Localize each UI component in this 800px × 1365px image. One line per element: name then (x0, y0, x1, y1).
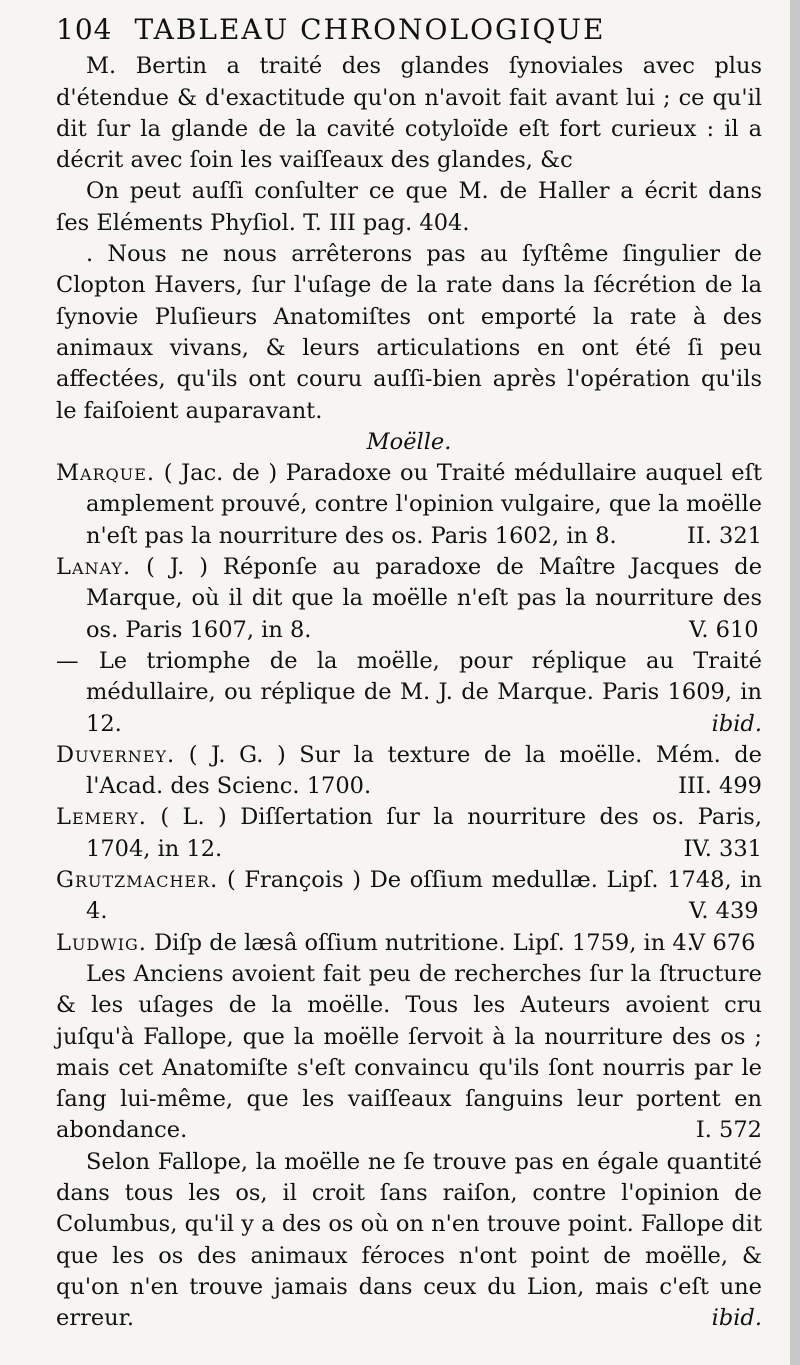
paragraph-bertin: M. Bertin a traité des glandes ſynoviales avec plus d'étendue & d'exactitude qu'on n'avoit fait avant lui ; ce qu'il dit ſur la glande de la cavité cotyloïde eſt fort curieux : il a décrit avec ſoin les vaiſſeaux des glandes, &c (56, 53, 762, 174)
entry-author: Ludwig. (56, 929, 147, 956)
entry-ref: ibid. (711, 710, 762, 737)
entry-text: ( J. G. ) Sur la texture de la moëlle. Mém. de l'Acad. des Scienc. 1700. (86, 741, 762, 800)
entry-author: Marque. (56, 460, 156, 487)
running-header (56, 14, 762, 45)
entry-text: ( J. ) Réponſe au paradoxe de Maître Jacques de Marque, où il dit que la moëlle n'eſt pas la nourriture des os. Paris 1607, in 8. (86, 554, 763, 643)
paragraph-anciens-ref: I. 572 (695, 1117, 762, 1144)
entry-author: Lanay. (56, 554, 132, 581)
entry-author: Grutzmacher. (56, 867, 219, 894)
entry-author: — (56, 647, 80, 674)
paragraph-anciens (56, 959, 762, 1147)
entry-text: ( Jac. de ) Paradoxe ou Traité médullaire auquel eſt amplement prouvé, contre l'opinion vulgaire, que la moëlle n'eſt pas la nourriture des os. Paris 1602, in 8. (86, 460, 762, 549)
paragraph-fallope (56, 1147, 762, 1335)
paragraph-fallope-text: Selon Fallope, la moëlle ne ſe trouve pas en égale quantité dans tous les os, il croit ſans raiſon, contre l'opinion de Columbus, qu'il y a des os où on n'en trouve point. Fallope dit que les os des animaux féroces n'ont point de moëlle, & qu'on n'en trouve jamais dans ceux du Lion, mais c'eſt une erreur. (56, 1148, 762, 1332)
section-title: Moëlle. (366, 428, 452, 455)
entry-ref: IV. 331 (683, 835, 762, 862)
page-content (56, 14, 762, 1334)
entry-author: Duverney. (56, 741, 176, 768)
entry-text: Le triomphe de la moëlle, pour réplique au Traité médullaire, ou réplique de M. J. de Marque. Paris 1609, in 12. (86, 647, 762, 737)
running-title: TABLEAU CHRONOLOGIQUE (134, 13, 606, 46)
entry-ref: V. 439 (689, 898, 759, 925)
paragraph-anciens-text: Les Anciens avoient fait peu de recherches ſur la ſtructure & les uſages de la moëlle. Tous les Auteurs avoient cru juſqu'à Fallope, que la moëlle ſervoit à la nourriture des os ; mais cet Anatomiſte s'eſt convaincu qu'ils ſont nourris par le ſang lui-même, que les vaiſſeaux ſanguins leur portent en abondance. (56, 960, 762, 1144)
paragraph-havers: . Nous ne nous arrêterons pas au ſyſtême ſingulier de Clopton Havers, ſur l'uſage de la rate dans la ſécrétion de la ſynovie Pluſieurs Anatomiſtes ont emporté la rate à des animaux vivans, & leurs articulations en ont été ſi peu affectées, qu'ils ont couru auſſi-bien après l'opération qu'ils le faiſoient auparavant. (56, 241, 762, 424)
bibliography-entry (56, 928, 762, 959)
bibliography-entry (56, 865, 762, 928)
bibliography-entry (56, 740, 762, 803)
paragraph-fallope-ref: ibid. (711, 1305, 762, 1332)
bibliography-entry (56, 552, 762, 646)
entry-text: ( François ) De oſſium medullæ. Lipſ. 1748, in 4. (86, 867, 762, 925)
bibliography-entry (56, 802, 762, 865)
entry-ref: II. 321 (686, 522, 762, 549)
bibliography-entry (56, 646, 762, 740)
entry-ref: V. 610 (689, 616, 759, 643)
page-number: 104 (56, 13, 113, 46)
bibliography-entry (56, 458, 762, 552)
entry-text: Diſp de læsâ oſſium nutritione. Lipſ. 1759, in 4. (154, 929, 694, 956)
entry-author: Lemery. (56, 804, 147, 831)
entry-text: ( L. ) Diſſertation ſur la nourriture des os. Paris, 1704, in 12. (86, 804, 762, 862)
entry-ref: V 676 (689, 929, 756, 956)
paragraph-haller: On peut auſſi conſulter ce que M. de Haller a écrit dans ſes Eléments Phyſiol. T. III pag. 404. (56, 178, 762, 236)
entry-ref: III. 499 (678, 773, 762, 800)
